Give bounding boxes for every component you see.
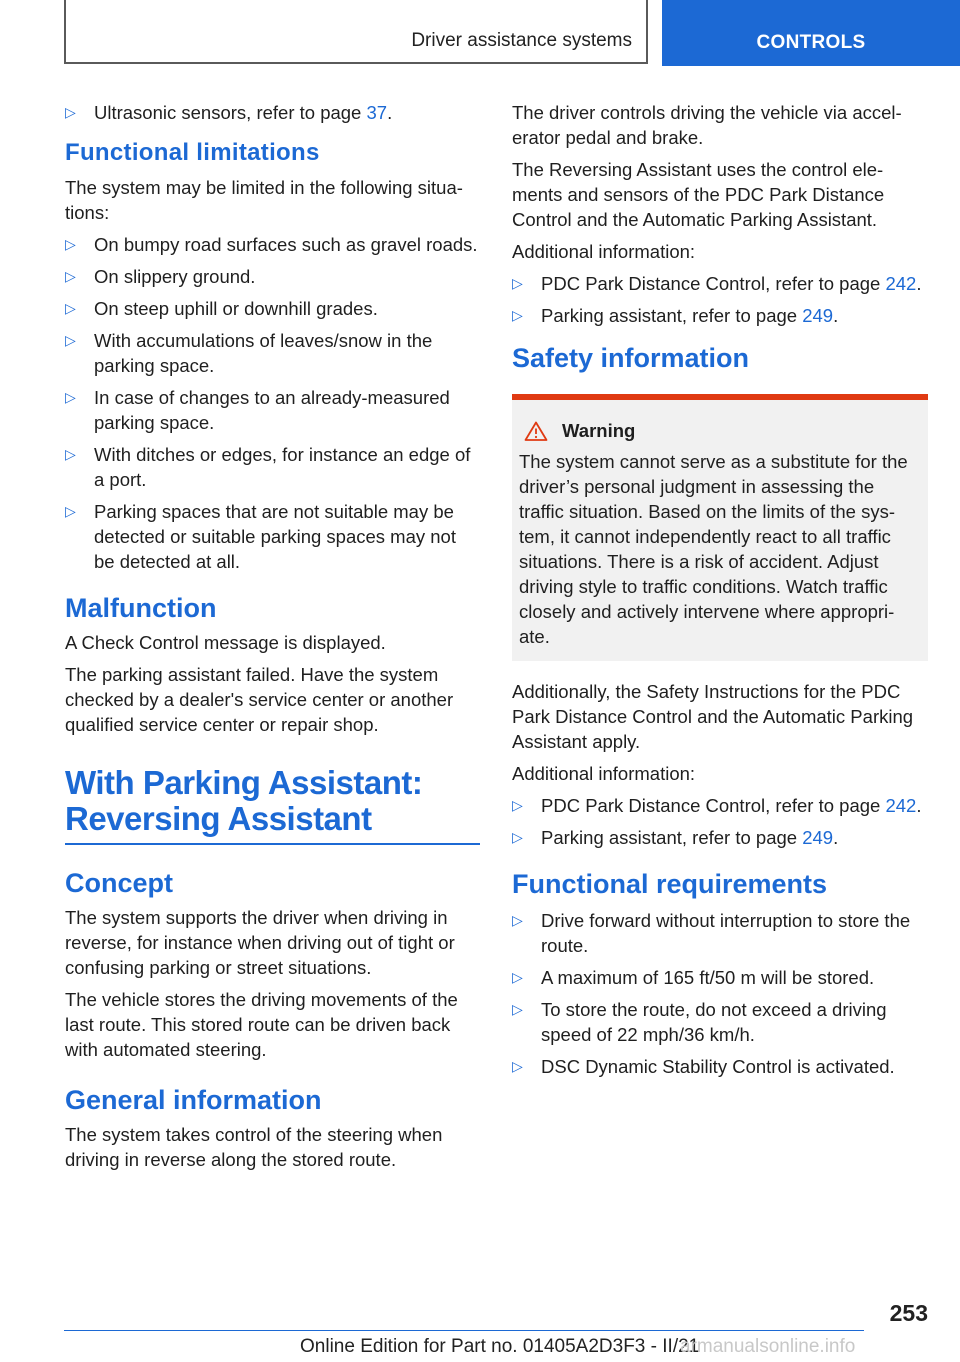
paragraph: The vehicle stores the driving movements of the last route. This stored route can be driven back with automated steering.: [65, 989, 458, 1060]
heading-rule: [65, 843, 480, 845]
left-column: [65, 100, 480, 1179]
list-item: ▷ Parking assistant, refer to page 249.: [512, 827, 839, 848]
header-section-box: [64, 0, 648, 64]
requirements-list: [512, 908, 928, 1079]
bullet-triangle-icon: ▷: [65, 503, 76, 519]
bullet-triangle-icon: ▷: [512, 1001, 523, 1017]
warning-box: [512, 394, 928, 661]
list-item: ▷ On slippery ground.: [65, 266, 256, 287]
list-item: ▷ Ultrasonic sensors, refer to page 37.: [65, 102, 393, 123]
paragraph: The driver controls driving the vehicle via accel‐erator pedal and brake.: [512, 102, 902, 148]
paragraph: The Reversing Assistant uses the control ele‐ments and sensors of the PDC Park Distance Control and the Automatic Parking Assistant.: [512, 159, 885, 230]
bullet-triangle-icon: ▷: [512, 307, 523, 323]
section-heading-safety-information: Safety information: [512, 343, 750, 373]
page-link[interactable]: 249: [802, 827, 834, 848]
list-item: ▷ To store the route, do not exceed a driving speed of 22 mph/36 km/h.: [512, 999, 887, 1045]
page-link[interactable]: 37: [366, 102, 388, 123]
bullet-triangle-icon: ▷: [512, 1058, 523, 1074]
right-column: [512, 100, 928, 1087]
additional-info-list: [512, 271, 928, 328]
paragraph: The system may be limited in the following situa‐tions:: [65, 177, 463, 223]
paragraph: The system takes control of the steering when driving in reverse along the stored route.: [65, 1124, 443, 1170]
bullet-triangle-icon: ▷: [65, 332, 76, 348]
bullet-triangle-icon: ▷: [65, 446, 76, 462]
page-link[interactable]: 242: [885, 795, 917, 816]
header-chapter-tab[interactable]: CONTROLS: [662, 0, 960, 66]
bullet-triangle-icon: ▷: [65, 389, 76, 405]
bullet-triangle-icon: ▷: [65, 268, 76, 284]
paragraph: A Check Control message is displayed.: [65, 632, 386, 653]
list-item: ▷ Drive forward without interruption to store the route.: [512, 910, 911, 956]
list-item: ▷ A maximum of 165 ft/50 m will be stored.: [512, 967, 875, 988]
paragraph: The system supports the driver when driving in reverse, for instance when driving out of tight or confusing parking or street situations.: [65, 907, 455, 978]
paragraph: Additionally, the Safety Instructions for the PDC Park Distance Control and the Automatic Parking Assistant apply.: [512, 681, 914, 752]
list-item: ▷ With accumulations of leaves/snow in the parking space.: [65, 330, 433, 376]
section-heading-functional-requirements: Functional requirements: [512, 869, 828, 899]
footer-rule: [64, 1330, 864, 1331]
page-link[interactable]: 249: [802, 305, 834, 326]
safety-info-list: [512, 793, 928, 850]
section-heading-functional-limitations: Functional limitations: [65, 139, 320, 166]
bullet-triangle-icon: ▷: [65, 300, 76, 316]
section-heading-general-information: General information: [65, 1085, 322, 1115]
bullet-triangle-icon: ▷: [65, 104, 76, 120]
section-heading-malfunction: Malfunction: [65, 593, 217, 623]
paragraph: Additional information:: [512, 241, 696, 262]
list-item: ▷ In case of changes to an already-measured parking space.: [65, 387, 450, 433]
bullet-triangle-icon: ▷: [512, 829, 523, 845]
intro-bullet-list: [65, 100, 480, 125]
list-item: ▷ Parking assistant, refer to page 249.: [512, 305, 839, 326]
list-item: ▷ On steep uphill or downhill grades.: [65, 298, 378, 319]
warning-label: Warning: [562, 420, 636, 441]
list-item: ▷ DSC Dynamic Stability Control is activated.: [512, 1056, 895, 1077]
paragraph: Additional information:: [512, 763, 696, 784]
page-number: 253: [889, 1300, 928, 1326]
header-section-title: Driver assistance systems: [411, 30, 632, 51]
bullet-triangle-icon: ▷: [512, 797, 523, 813]
warning-header: [519, 418, 922, 443]
page-link[interactable]: 242: [885, 273, 917, 294]
bullet-triangle-icon: ▷: [512, 912, 523, 928]
list-item: ▷ On bumpy road surfaces such as gravel roads.: [65, 234, 478, 255]
bullet-triangle-icon: ▷: [512, 969, 523, 985]
list-item: ▷ With ditches or edges, for instance an edge of a port.: [65, 444, 471, 490]
bullet-triangle-icon: ▷: [65, 236, 76, 252]
list-item: ▷ PDC Park Distance Control, refer to page 242.: [512, 795, 922, 816]
list-item: ▷ Parking spaces that are not suitable may be detected or suitable parking spaces may not be detected at all.: [65, 501, 456, 572]
paragraph: The parking assistant failed. Have the system checked by a dealer's service center or another qualified service center or repair shop.: [65, 664, 454, 735]
limitations-list: [65, 232, 480, 574]
footer-watermark[interactable]: armanualsonline.info: [680, 1336, 856, 1357]
warning-text: The system cannot serve as a substitute for the driver’s personal judgment in assessing the traffic situation. Based on the limits of the sys‐tem, it cannot independently react to all traffic situations. There is a risk of accident. Adjust driving style to traffic conditions. Watch traffic closely and actively intervene where appropri‐ate.: [519, 451, 908, 647]
chapter-heading: With Parking Assistant: Reversing Assistant: [65, 764, 423, 837]
bullet-triangle-icon: ▷: [512, 275, 523, 291]
footer-edition: Online Edition for Part no. 01405A2D3F3 - II/21: [300, 1336, 700, 1357]
warning-triangle-icon: [524, 421, 548, 441]
section-heading-concept: Concept: [65, 868, 173, 898]
list-item: ▷ PDC Park Distance Control, refer to page 242.: [512, 273, 922, 294]
